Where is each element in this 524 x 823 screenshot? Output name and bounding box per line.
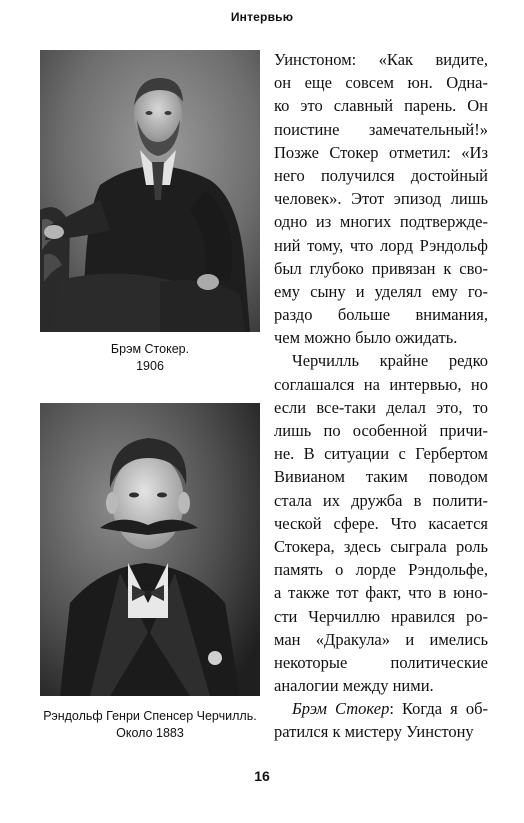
text-line: ратился к мистеру Уинстону <box>274 722 474 742</box>
text-line: если все-таки делал это, то <box>274 397 488 417</box>
paragraph-3 <box>274 697 488 743</box>
text-line: память о лорде Рэндольфе, <box>274 560 488 580</box>
text-line: раздо больше внимания, <box>274 305 488 325</box>
text-line: Стокера, здесь сыграла роль <box>274 536 488 556</box>
text-line: Черчилль крайне редко <box>292 351 488 371</box>
caption-randolph-churchill <box>30 708 270 742</box>
text-line: чем можно было ожидать. <box>274 328 458 348</box>
text-line: соглашался на интервью, но <box>274 374 488 394</box>
text-line: Позже Стокер отметил: «Из <box>274 142 488 162</box>
caption-line: 1906 <box>136 359 164 373</box>
body-text <box>274 48 488 744</box>
caption-line: Брэм Стокер. <box>110 342 190 356</box>
text-line: лишь по особенной причи- <box>274 421 488 440</box>
paragraph-1 <box>274 48 488 349</box>
text-line: он еще совсем юн. Одна- <box>274 73 488 93</box>
text-line: был глубоко привязан к сво- <box>274 258 488 278</box>
text-line: человек». Этот эпизод лишь <box>274 189 488 209</box>
text-line: ко это славный парень. Он <box>274 96 488 116</box>
text-line: некоторые политические <box>274 652 488 672</box>
text-line: ему сыну и уделял ему го- <box>274 281 488 301</box>
text-line: поистине замечательный!» <box>274 119 488 139</box>
photo-bram-stoker <box>40 50 260 332</box>
paragraph-2 <box>274 349 488 697</box>
text-line: стала их дружба в полити- <box>274 490 488 510</box>
text-line: не. В ситуации с Гербертом <box>274 444 488 464</box>
text-line: одно из многих подтвержде- <box>274 212 488 232</box>
caption-line: Около 1883 <box>116 726 184 740</box>
text-line: Уинстоном: «Как видите, <box>274 50 488 69</box>
text-line: него получился достойный <box>274 165 488 185</box>
text-line: а также тот факт, что в юно- <box>274 583 488 603</box>
text-fragment: : Когда я об- <box>389 699 488 719</box>
text-line: аналогии между ними. <box>274 676 434 696</box>
text-line <box>274 697 488 720</box>
caption-bram-stoker <box>30 341 270 375</box>
text-line: ний тому, что лорд Рэндольф <box>274 235 488 255</box>
page-number: 16 <box>254 768 270 784</box>
text-line: ческой сфере. Что касается <box>274 513 488 533</box>
text-line: сти Черчиллю нравился ро- <box>274 606 488 626</box>
running-header: Интервью <box>230 10 294 24</box>
photo-randolph-churchill <box>40 403 260 696</box>
text-line: ман «Дракула» и имелись <box>274 629 488 649</box>
caption-line: Рэндольф Генри Спенсер Черчилль. <box>43 709 257 723</box>
speaker-name: Брэм Стокер <box>292 699 390 719</box>
text-line: Вивианом таким поводом <box>274 467 488 487</box>
